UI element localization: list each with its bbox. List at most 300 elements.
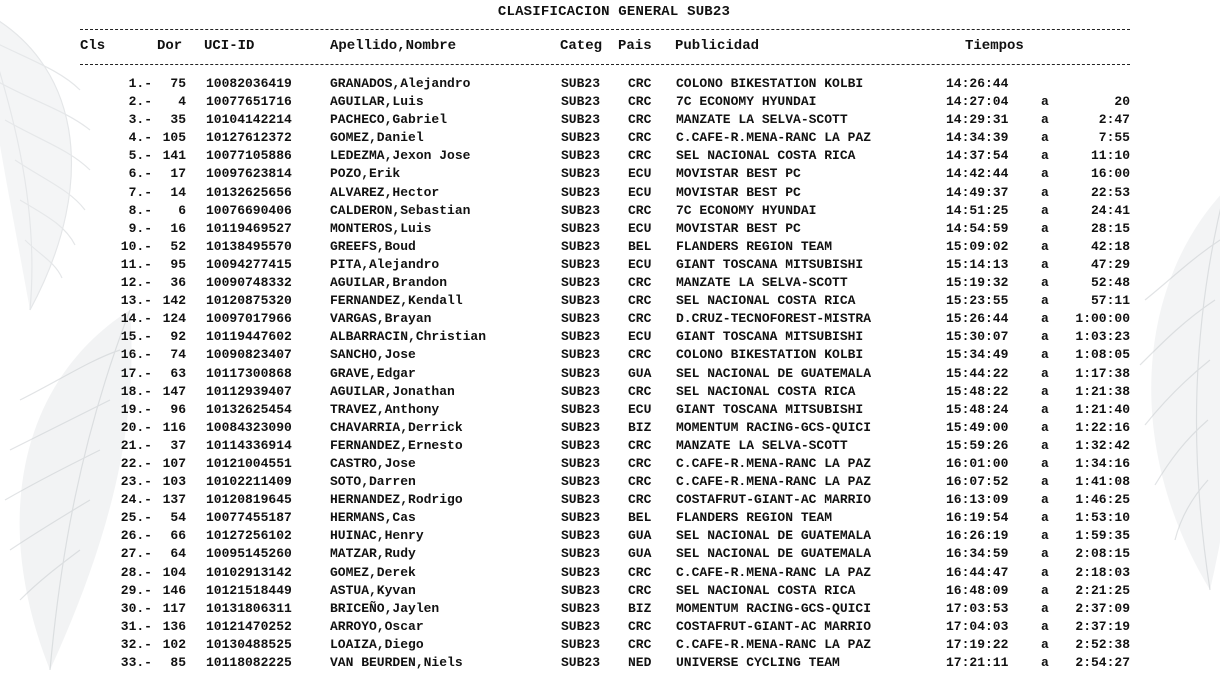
total-time: 15:34:49 [946, 347, 1009, 363]
country: CRC [628, 618, 652, 634]
gap-prefix: a [1041, 202, 1049, 218]
rider-name: ALVAREZ,Hector [330, 184, 440, 200]
gap-prefix: a [1041, 166, 1049, 182]
rank: 17.- [120, 365, 152, 381]
table-row [0, 400, 1220, 418]
uci-id: 10112939407 [206, 383, 292, 399]
category: SUB23 [561, 76, 601, 91]
bib-number: 136 [162, 618, 186, 634]
country: CRC [628, 492, 652, 508]
category: SUB23 [561, 455, 601, 471]
country: GUA [628, 365, 652, 381]
rider-name: SANCHO,Jose [330, 347, 416, 363]
team-name: MOVISTAR BEST PC [676, 220, 801, 236]
time-gap: 1:32:42 [1075, 437, 1130, 453]
uci-id: 10102913142 [206, 564, 292, 580]
rank: 32.- [120, 636, 152, 652]
rank: 11.- [120, 256, 152, 272]
team-name: SEL NACIONAL COSTA RICA [676, 582, 856, 598]
rider-name: MATZAR,Rudy [330, 546, 416, 562]
country: CRC [628, 455, 652, 471]
uci-id: 10095145260 [206, 546, 292, 562]
uci-id: 10132625454 [206, 401, 292, 417]
gap-prefix: a [1041, 474, 1049, 490]
time-gap: 42:18 [1090, 238, 1130, 254]
uci-id: 10120875320 [206, 293, 292, 309]
bib-number: 85 [170, 655, 186, 670]
gap-prefix: a [1041, 401, 1049, 417]
country: CRC [628, 76, 652, 91]
category: SUB23 [561, 202, 601, 218]
total-time: 16:26:19 [946, 528, 1009, 544]
category: SUB23 [561, 256, 601, 272]
category: SUB23 [561, 184, 601, 200]
header-tiempos: Tiempos [965, 38, 1024, 54]
gap-prefix: a [1041, 492, 1049, 508]
table-row [0, 219, 1220, 237]
uci-id: 10119447602 [206, 329, 292, 345]
team-name: UNIVERSE CYCLING TEAM [676, 655, 840, 670]
total-time: 14:42:44 [946, 166, 1009, 182]
uci-id: 10127612372 [206, 130, 292, 146]
bib-number: 66 [170, 528, 186, 544]
country: CRC [628, 293, 652, 309]
time-gap: 2:54:27 [1075, 655, 1130, 670]
uci-id: 10097623814 [206, 166, 292, 182]
bib-number: 95 [170, 256, 186, 272]
total-time: 16:48:09 [946, 582, 1009, 598]
gap-prefix: a [1041, 455, 1049, 471]
total-time: 14:34:39 [946, 130, 1009, 146]
rank: 25.- [120, 510, 152, 526]
team-name: MANZATE LA SELVA-SCOTT [676, 437, 848, 453]
bib-number: 107 [162, 455, 186, 471]
time-gap: 1:59:35 [1075, 528, 1130, 544]
country: ECU [628, 401, 652, 417]
country: CRC [628, 564, 652, 580]
gap-prefix: a [1041, 564, 1049, 580]
bib-number: 36 [170, 275, 186, 291]
total-time: 17:19:22 [946, 636, 1009, 652]
uci-id: 10090748332 [206, 275, 292, 291]
gap-prefix: a [1041, 383, 1049, 399]
team-name: GIANT TOSCANA MITSUBISHI [676, 256, 864, 272]
uci-id: 10120819645 [206, 492, 292, 508]
rank: 21.- [120, 437, 152, 453]
team-name: SEL NACIONAL COSTA RICA [676, 383, 856, 399]
rank: 15.- [120, 329, 152, 345]
team-name: GIANT TOSCANA MITSUBISHI [676, 401, 864, 417]
rank: 22.- [120, 455, 152, 471]
rider-name: PITA,Alejandro [330, 256, 440, 272]
bib-number: 52 [170, 238, 186, 254]
gap-prefix: a [1041, 510, 1049, 526]
header-uci-id: UCI-ID [204, 38, 255, 54]
team-name: SEL NACIONAL DE GUATEMALA [676, 365, 872, 381]
table-row [0, 472, 1220, 490]
uci-id: 10121004551 [206, 455, 292, 471]
uci-id: 10131806311 [206, 600, 292, 616]
team-name: C.CAFE-R.MENA-RANC LA PAZ [676, 455, 872, 471]
bib-number: 142 [162, 293, 186, 309]
country: CRC [628, 582, 652, 598]
uci-id: 10077455187 [206, 510, 292, 526]
rank: 30.- [120, 600, 152, 616]
category: SUB23 [561, 365, 601, 381]
country: CRC [628, 474, 652, 490]
rider-name: ARROYO,Oscar [330, 618, 424, 634]
time-gap: 1:53:10 [1075, 510, 1130, 526]
rider-name: GRAVE,Edgar [330, 365, 416, 381]
country: ECU [628, 220, 652, 236]
team-name: C.CAFE-R.MENA-RANC LA PAZ [676, 636, 872, 652]
country: NED [628, 655, 652, 670]
rank: 12.- [120, 275, 152, 291]
country: CRC [628, 202, 652, 218]
gap-prefix: a [1041, 112, 1049, 128]
total-time: 17:04:03 [946, 618, 1009, 634]
time-gap: 2:08:15 [1075, 546, 1130, 562]
bib-number: 35 [170, 112, 186, 128]
time-gap: 24:41 [1090, 202, 1130, 218]
bib-number: 16 [170, 220, 186, 236]
team-name: SEL NACIONAL DE GUATEMALA [676, 528, 872, 544]
table-row [0, 635, 1220, 653]
category: SUB23 [561, 618, 601, 634]
category: SUB23 [561, 510, 601, 526]
category: SUB23 [561, 112, 601, 128]
gap-prefix: a [1041, 655, 1049, 670]
table-row [0, 418, 1220, 436]
total-time: 15:44:22 [946, 365, 1009, 381]
team-name: SEL NACIONAL DE GUATEMALA [676, 546, 872, 562]
time-gap: 57:11 [1090, 293, 1130, 309]
bib-number: 63 [170, 365, 186, 381]
table-row [0, 273, 1220, 291]
header-top-divider [80, 29, 1130, 30]
table-row [0, 291, 1220, 309]
uci-id: 10127256102 [206, 528, 292, 544]
header-dor: Dor [157, 38, 183, 54]
team-name: D.CRUZ-TECNOFOREST-MISTRA [676, 311, 872, 327]
bib-number: 64 [170, 546, 186, 562]
rider-name: BRICEÑO,Jaylen [330, 600, 440, 616]
category: SUB23 [561, 347, 601, 363]
time-gap: 20 [1114, 94, 1130, 110]
total-time: 15:59:26 [946, 437, 1009, 453]
table-row [0, 183, 1220, 201]
bib-number: 75 [170, 76, 186, 91]
bib-number: 141 [162, 148, 186, 164]
team-name: 7C ECONOMY HYUNDAI [676, 202, 817, 218]
rider-name: ALBARRACIN,Christian [330, 329, 487, 345]
time-gap: 2:52:38 [1075, 636, 1130, 652]
time-gap: 1:03:23 [1075, 329, 1130, 345]
time-gap: 1:46:25 [1075, 492, 1130, 508]
team-name: SEL NACIONAL COSTA RICA [676, 293, 856, 309]
country: CRC [628, 130, 652, 146]
rank: 23.- [120, 474, 152, 490]
table-row [0, 563, 1220, 581]
uci-id: 10121470252 [206, 618, 292, 634]
team-name: FLANDERS REGION TEAM [676, 238, 833, 254]
category: SUB23 [561, 546, 601, 562]
total-time: 15:30:07 [946, 329, 1009, 345]
bib-number: 54 [170, 510, 186, 526]
gap-prefix: a [1041, 636, 1049, 652]
bib-number: 96 [170, 401, 186, 417]
category: SUB23 [561, 401, 601, 417]
country: CRC [628, 94, 652, 110]
gap-prefix: a [1041, 437, 1049, 453]
rider-name: LEDEZMA,Jexon Jose [330, 148, 471, 164]
header-bottom-divider [80, 64, 1130, 65]
category: SUB23 [561, 564, 601, 580]
team-name: COLONO BIKESTATION KOLBI [676, 76, 864, 91]
rider-name: CHAVARRIA,Derrick [330, 419, 463, 435]
total-time: 17:03:53 [946, 600, 1009, 616]
total-time: 15:09:02 [946, 238, 1009, 254]
uci-id: 10132625656 [206, 184, 292, 200]
bib-number: 102 [162, 636, 186, 652]
rank: 18.- [120, 383, 152, 399]
country: BIZ [628, 419, 652, 435]
rank: 31.- [120, 618, 152, 634]
team-name: C.CAFE-R.MENA-RANC LA PAZ [676, 474, 872, 490]
table-row [0, 345, 1220, 363]
team-name: MANZATE LA SELVA-SCOTT [676, 112, 848, 128]
rider-name: SOTO,Darren [330, 474, 416, 490]
time-gap: 1:00:00 [1075, 311, 1130, 327]
rank: 16.- [120, 347, 152, 363]
bib-number: 146 [162, 582, 186, 598]
country: ECU [628, 256, 652, 272]
total-time: 15:14:13 [946, 256, 1009, 272]
total-time: 16:13:09 [946, 492, 1009, 508]
total-time: 16:01:00 [946, 455, 1009, 471]
time-gap: 2:21:25 [1075, 582, 1130, 598]
bib-number: 104 [162, 564, 186, 580]
bib-number: 147 [162, 383, 186, 399]
gap-prefix: a [1041, 600, 1049, 616]
gap-prefix: a [1041, 311, 1049, 327]
gap-prefix: a [1041, 419, 1049, 435]
country: CRC [628, 347, 652, 363]
uci-id: 10117300868 [206, 365, 292, 381]
category: SUB23 [561, 311, 601, 327]
country: ECU [628, 166, 652, 182]
country: CRC [628, 437, 652, 453]
bib-number: 74 [170, 347, 186, 363]
gap-prefix: a [1041, 148, 1049, 164]
rank: 8.- [128, 202, 152, 218]
table-row [0, 309, 1220, 327]
category: SUB23 [561, 275, 601, 291]
rider-name: GRANADOS,Alejandro [330, 76, 471, 91]
time-gap: 2:37:09 [1075, 600, 1130, 616]
category: SUB23 [561, 293, 601, 309]
category: SUB23 [561, 600, 601, 616]
rider-name: FERNANDEZ,Kendall [330, 293, 463, 309]
category: SUB23 [561, 492, 601, 508]
time-gap: 7:55 [1098, 130, 1130, 146]
total-time: 17:21:11 [946, 655, 1009, 670]
total-time: 15:23:55 [946, 293, 1009, 309]
time-gap: 22:53 [1090, 184, 1130, 200]
rider-name: HERNANDEZ,Rodrigo [330, 492, 463, 508]
rider-name: TRAVEZ,Anthony [330, 401, 440, 417]
table-row [0, 581, 1220, 599]
total-time: 14:29:31 [946, 112, 1009, 128]
gap-prefix: a [1041, 546, 1049, 562]
page-title: CLASIFICACION GENERAL SUB23 [497, 4, 731, 20]
uci-id: 10102211409 [206, 474, 292, 490]
rank: 33.- [120, 655, 152, 670]
table-row [0, 327, 1220, 345]
bib-number: 137 [162, 492, 186, 508]
team-name: COLONO BIKESTATION KOLBI [676, 347, 864, 363]
rider-name: POZO,Erik [330, 166, 401, 182]
time-gap: 11:10 [1090, 148, 1130, 164]
time-gap: 47:29 [1090, 256, 1130, 272]
header-pais: Pais [618, 38, 652, 54]
bib-number: 14 [170, 184, 186, 200]
table-row [0, 653, 1220, 671]
table-row [0, 364, 1220, 382]
category: SUB23 [561, 220, 601, 236]
total-time: 15:26:44 [946, 311, 1009, 327]
uci-id: 10118082225 [206, 655, 292, 670]
gap-prefix: a [1041, 347, 1049, 363]
category: SUB23 [561, 419, 601, 435]
total-time: 15:49:00 [946, 419, 1009, 435]
bib-number: 124 [162, 311, 186, 327]
rider-name: GOMEZ,Daniel [330, 130, 424, 146]
rank: 20.- [120, 419, 152, 435]
rider-name: AGUILAR,Jonathan [330, 383, 455, 399]
bib-number: 17 [170, 166, 186, 182]
table-row [0, 599, 1220, 617]
rider-name: CASTRO,Jose [330, 455, 416, 471]
table-row [0, 128, 1220, 146]
uci-id: 10076690406 [206, 202, 292, 218]
rider-name: HERMANS,Cas [330, 510, 416, 526]
uci-id: 10084323090 [206, 419, 292, 435]
total-time: 16:34:59 [946, 546, 1009, 562]
time-gap: 1:41:08 [1075, 474, 1130, 490]
header-publicidad: Publicidad [675, 38, 760, 54]
rider-name: HUINAC,Henry [330, 528, 424, 544]
rank: 5.- [128, 148, 152, 164]
bib-number: 103 [162, 474, 186, 490]
time-gap: 1:22:16 [1075, 419, 1130, 435]
team-name: MANZATE LA SELVA-SCOTT [676, 275, 848, 291]
rider-name: AGUILAR,Luis [330, 94, 424, 110]
country: GUA [628, 546, 652, 562]
rider-name: GREEFS,Boud [330, 238, 416, 254]
table-row [0, 526, 1220, 544]
gap-prefix: a [1041, 329, 1049, 345]
table-row [0, 201, 1220, 219]
category: SUB23 [561, 238, 601, 254]
table-row [0, 454, 1220, 472]
rank: 26.- [120, 528, 152, 544]
rank: 27.- [120, 546, 152, 562]
country: ECU [628, 329, 652, 345]
country: BIZ [628, 600, 652, 616]
header-categ: Categ [560, 38, 603, 54]
country: GUA [628, 528, 652, 544]
uci-id: 10077651716 [206, 94, 292, 110]
total-time: 14:49:37 [946, 184, 1009, 200]
time-gap: 16:00 [1090, 166, 1130, 182]
rider-name: MONTEROS,Luis [330, 220, 432, 236]
rank: 29.- [120, 582, 152, 598]
rank: 14.- [120, 311, 152, 327]
rider-name: ASTUA,Kyvan [330, 582, 416, 598]
time-gap: 1:21:38 [1075, 383, 1130, 399]
rank: 2.- [128, 94, 152, 110]
team-name: COSTAFRUT-GIANT-AC MARRIO [676, 492, 872, 508]
gap-prefix: a [1041, 293, 1049, 309]
header-cls: Cls [80, 38, 106, 54]
bib-number: 116 [162, 419, 186, 435]
category: SUB23 [561, 148, 601, 164]
total-time: 14:27:04 [946, 94, 1009, 110]
country: CRC [628, 383, 652, 399]
table-row [0, 92, 1220, 110]
total-time: 14:54:59 [946, 220, 1009, 236]
category: SUB23 [561, 474, 601, 490]
team-name: SEL NACIONAL COSTA RICA [676, 148, 856, 164]
rank: 3.- [128, 112, 152, 128]
rank: 1.- [128, 76, 152, 91]
rank: 9.- [128, 220, 152, 236]
table-row [0, 436, 1220, 454]
gap-prefix: a [1041, 365, 1049, 381]
gap-prefix: a [1041, 618, 1049, 634]
uci-id: 10090823407 [206, 347, 292, 363]
total-time: 15:48:22 [946, 383, 1009, 399]
country: BEL [628, 238, 652, 254]
table-row [0, 617, 1220, 635]
country: BEL [628, 510, 652, 526]
total-time: 15:19:32 [946, 275, 1009, 291]
time-gap: 1:21:40 [1075, 401, 1130, 417]
rank: 10.- [120, 238, 152, 254]
rank: 24.- [120, 492, 152, 508]
team-name: FLANDERS REGION TEAM [676, 510, 833, 526]
team-name: COSTAFRUT-GIANT-AC MARRIO [676, 618, 872, 634]
bib-number: 92 [170, 329, 186, 345]
time-gap: 52:48 [1090, 275, 1130, 291]
bib-number: 117 [162, 600, 186, 616]
total-time: 16:07:52 [946, 474, 1009, 490]
category: SUB23 [561, 166, 601, 182]
category: SUB23 [561, 655, 601, 670]
rider-name: AGUILAR,Brandon [330, 275, 448, 291]
category: SUB23 [561, 383, 601, 399]
category: SUB23 [561, 329, 601, 345]
rank: 6.- [128, 166, 152, 182]
bib-number: 37 [170, 437, 186, 453]
time-gap: 1:17:38 [1075, 365, 1130, 381]
category: SUB23 [561, 94, 601, 110]
team-name: MOMENTUM RACING-GCS-QUICI [676, 419, 872, 435]
table-row [0, 164, 1220, 182]
table-row [0, 74, 1220, 92]
time-gap: 28:15 [1090, 220, 1130, 236]
